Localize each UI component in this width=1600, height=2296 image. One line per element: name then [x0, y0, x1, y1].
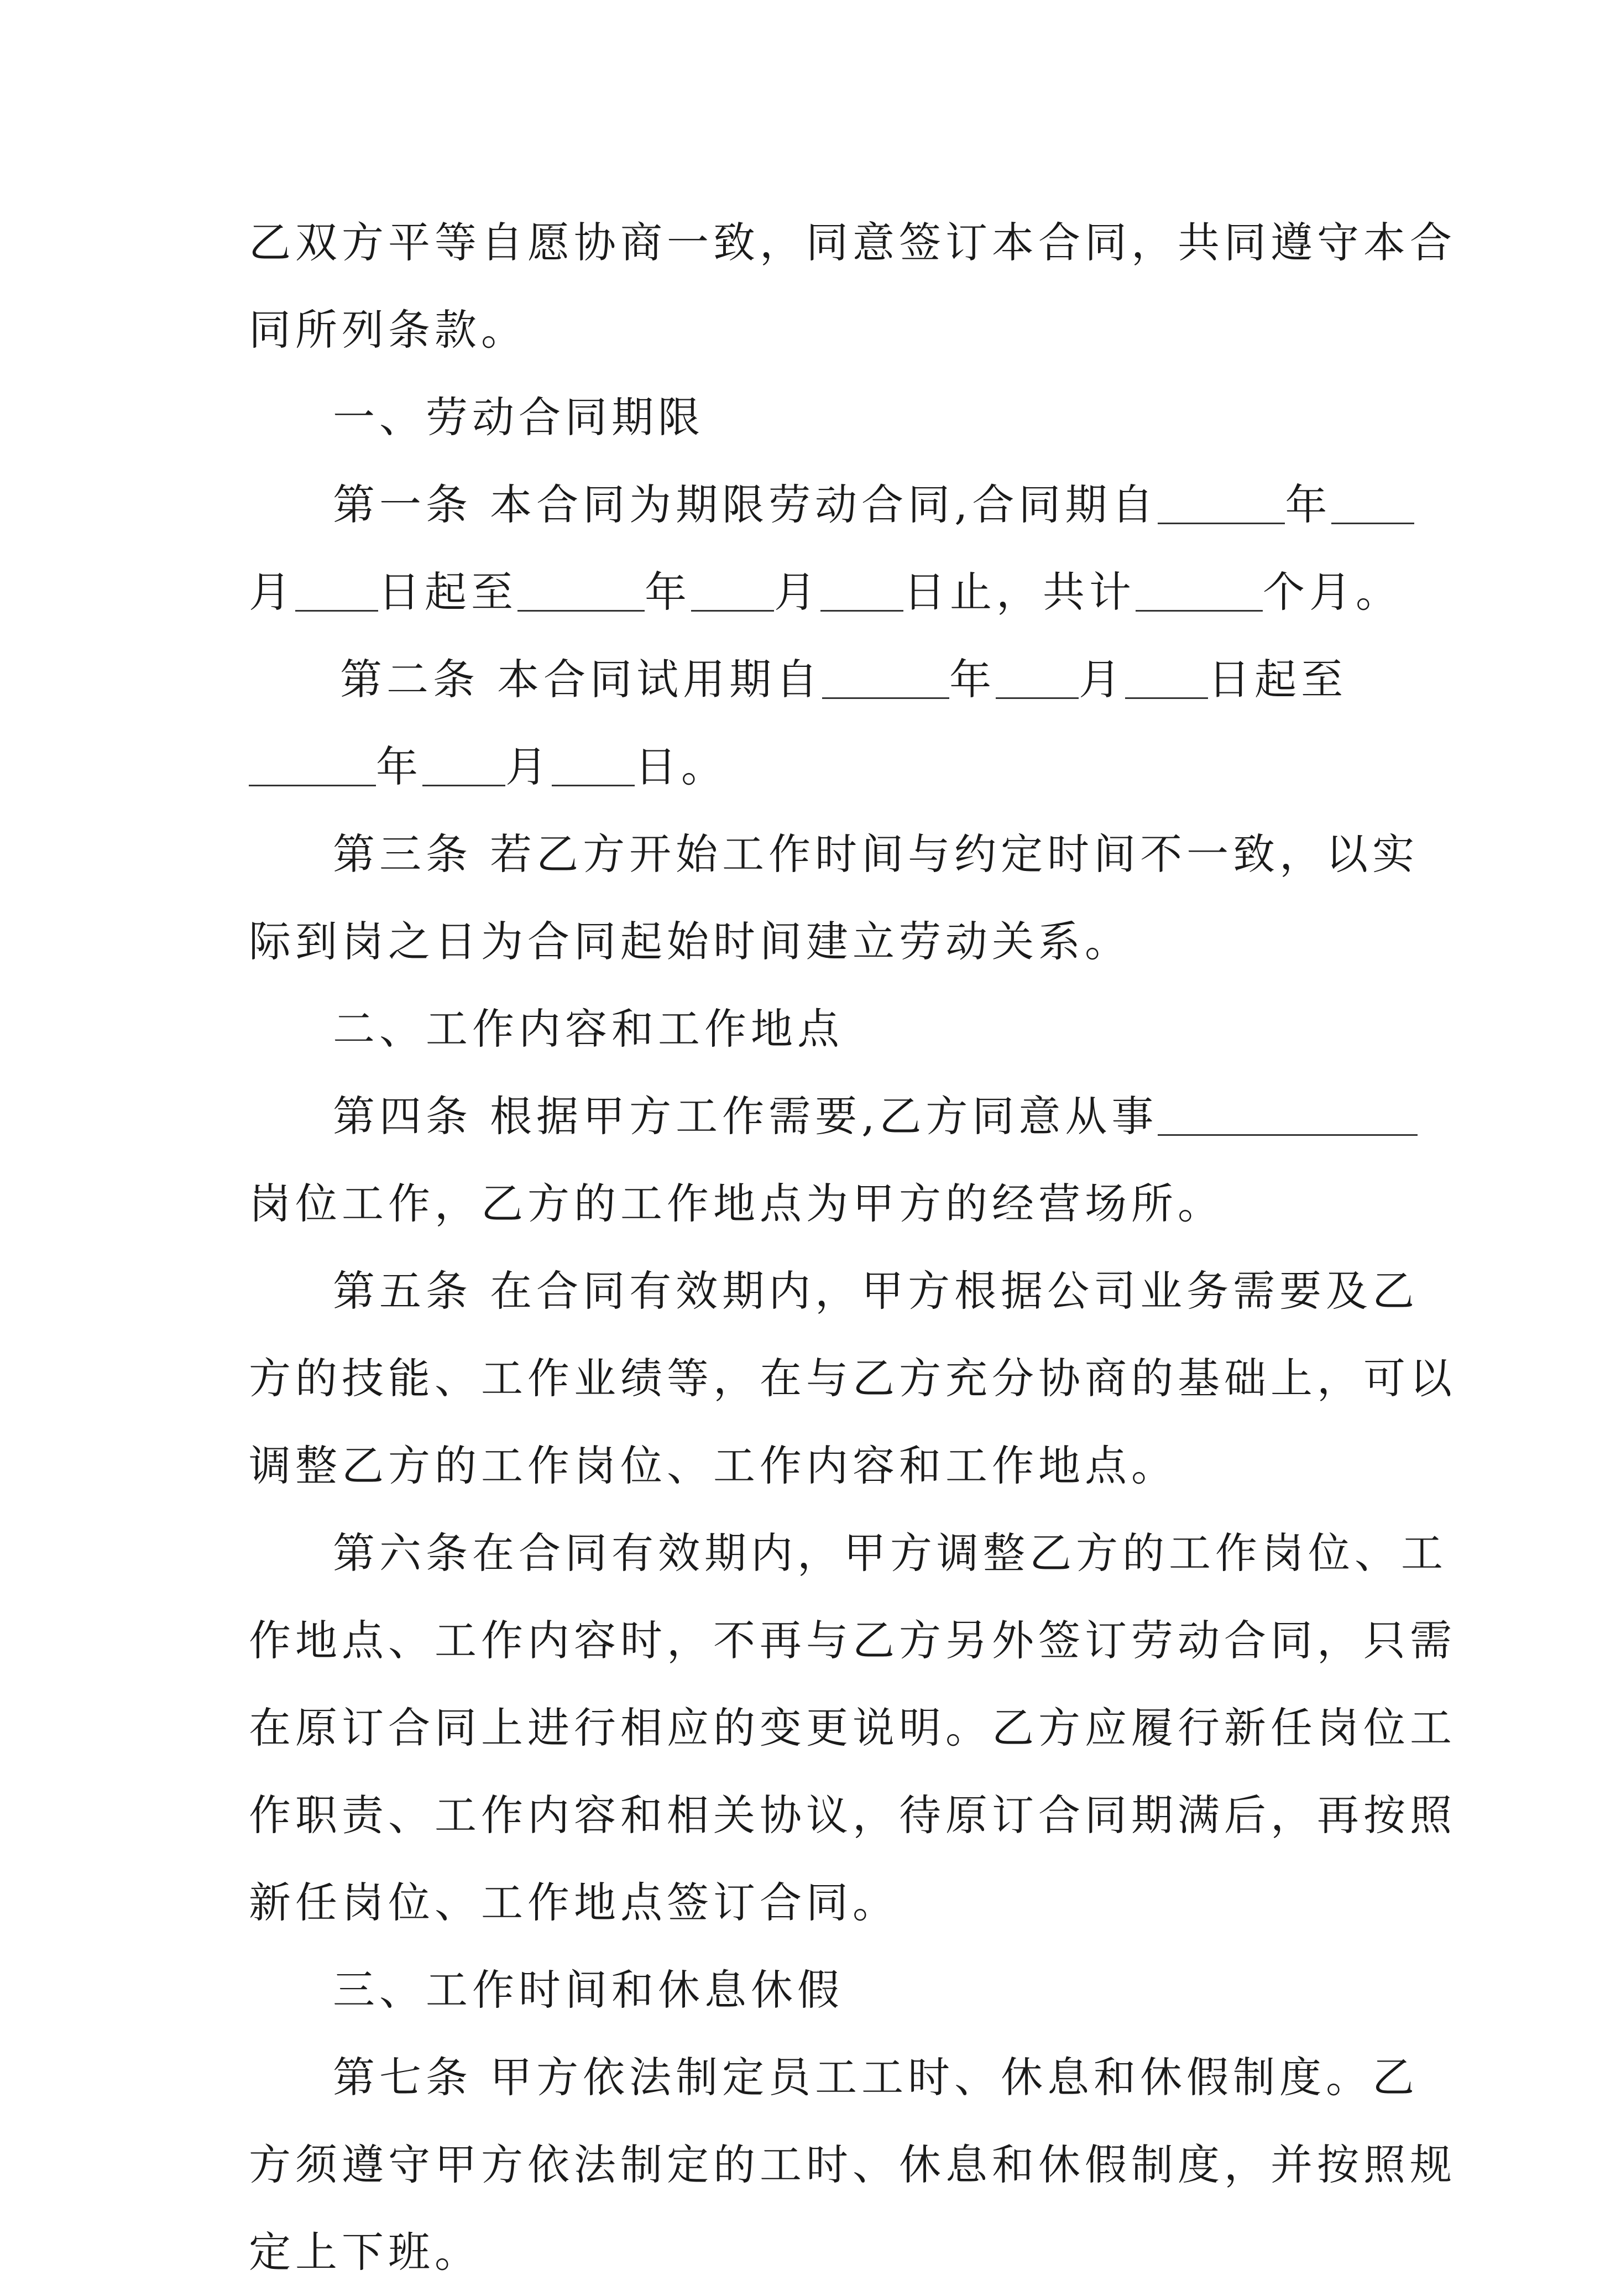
text-line	[249, 898, 1371, 985]
text-line	[249, 1859, 1371, 1947]
article-7-line-2: 方须遵守甲方依法制定的工时、休息和休假制度，并按照规	[249, 2140, 1456, 2189]
article-7-line-1: 第七条 甲方依法制定员工工时、休息和休假制度。乙	[333, 2053, 1419, 2102]
article-7-line-3: 定上下班。	[249, 2227, 481, 2277]
day-end-label: 日止，共计	[903, 567, 1136, 617]
article-6-line-1: 第六条在合同有效期内，甲方调整乙方的工作岗位、工	[333, 1528, 1447, 1578]
contract-body	[249, 199, 1456, 2296]
month-label: 月	[774, 567, 820, 617]
text-line	[249, 811, 1419, 898]
section-heading	[249, 1947, 1371, 2034]
blank-field[interactable]	[1331, 481, 1414, 524]
blank-field[interactable]	[517, 568, 645, 612]
blank-field[interactable]	[422, 743, 505, 786]
text-line	[249, 1160, 1371, 1248]
section-heading	[249, 374, 1371, 461]
text-line-1: 同所列条款。	[249, 305, 527, 354]
text-line	[249, 1248, 1419, 1335]
article-2-text: 第二条 本合同试用期自	[340, 655, 823, 704]
blank-field[interactable]	[822, 655, 949, 699]
text-line	[249, 1422, 1371, 1510]
day-end-label: 日。	[635, 742, 728, 791]
article-5-line-2: 方的技能、工作业绩等，在与乙方充分协商的基础上，可以	[249, 1354, 1456, 1403]
article-6-line-3: 在原订合同上进行相应的变更说明。乙方应履行新任岗位工	[249, 1703, 1456, 1752]
article-2-line-1	[249, 636, 1371, 723]
article-1-line-1	[249, 461, 1371, 549]
text-line	[249, 2121, 1456, 2209]
text-line	[249, 1335, 1456, 1422]
blank-field[interactable]	[691, 568, 774, 612]
text-line	[249, 2209, 1371, 2296]
blank-field[interactable]	[820, 568, 903, 612]
article-1-text: 第一条 本合同为期限劳动合同,合同期自	[333, 480, 1158, 529]
blank-field[interactable]	[1136, 568, 1263, 612]
article-3-line-2: 际到岗之日为合同起始时间建立劳动关系。	[249, 917, 1131, 966]
text-line	[249, 286, 1371, 374]
article-1-line-2	[249, 549, 1402, 636]
months-label: 个月。	[1263, 567, 1402, 617]
article-3-line-1: 第三条 若乙方开始工作时间与约定时间不一致，以实	[333, 829, 1419, 879]
article-4-line-1	[249, 1073, 1371, 1160]
text-line	[249, 1772, 1456, 1859]
blank-field[interactable]	[249, 743, 376, 786]
text-line	[249, 1684, 1456, 1772]
text-line	[249, 1510, 1447, 1597]
article-6-line-5: 新任岗位、工作地点签订合同。	[249, 1878, 899, 1927]
month-label: 月	[249, 567, 295, 617]
year-label: 年	[949, 655, 996, 704]
article-4-text: 第四条 根据甲方工作需要,乙方同意从事	[333, 1092, 1158, 1141]
year-label: 年	[376, 742, 422, 791]
article-5-line-1: 第五条 在合同有效期内，甲方根据公司业务需要及乙	[333, 1266, 1419, 1316]
blank-field[interactable]	[1158, 481, 1285, 524]
article-4-line-2: 岗位工作，乙方的工作地点为甲方的经营场所。	[249, 1179, 1224, 1228]
text-line	[249, 1597, 1456, 1684]
month-label: 月	[505, 742, 552, 791]
blank-field[interactable]	[1125, 655, 1208, 699]
day-from-label: 日起至	[378, 567, 517, 617]
blank-field[interactable]	[295, 568, 378, 612]
day-from-label: 日起至	[1208, 655, 1348, 704]
text-line-0: 乙双方平等自愿协商一致，同意签订本合同，共同遵守本合	[249, 218, 1456, 267]
article-5-line-3: 调整乙方的工作岗位、工作内容和工作地点。	[249, 1441, 1178, 1490]
month-label: 月	[1079, 655, 1126, 704]
article-6-line-4: 作职责、工作内容和相关协议，待原订合同期满后，再按照	[249, 1791, 1456, 1840]
article-6-line-2: 作地点、工作内容时，不再与乙方另外签订劳动合同，只需	[249, 1616, 1456, 1665]
section-heading-1: 一、劳动合同期限	[333, 393, 704, 442]
blank-field[interactable]	[1158, 1092, 1418, 1136]
section-heading	[249, 985, 1371, 1073]
text-line	[249, 2034, 1419, 2121]
year-label: 年	[645, 567, 691, 617]
year-label: 年	[1285, 480, 1332, 529]
text-line	[249, 199, 1456, 286]
blank-field[interactable]	[552, 743, 635, 786]
blank-field[interactable]	[996, 655, 1079, 699]
article-2-line-2	[249, 723, 1371, 811]
section-heading-3: 三、工作时间和休息休假	[333, 1965, 844, 2015]
section-heading-2: 二、工作内容和工作地点	[333, 1004, 844, 1053]
